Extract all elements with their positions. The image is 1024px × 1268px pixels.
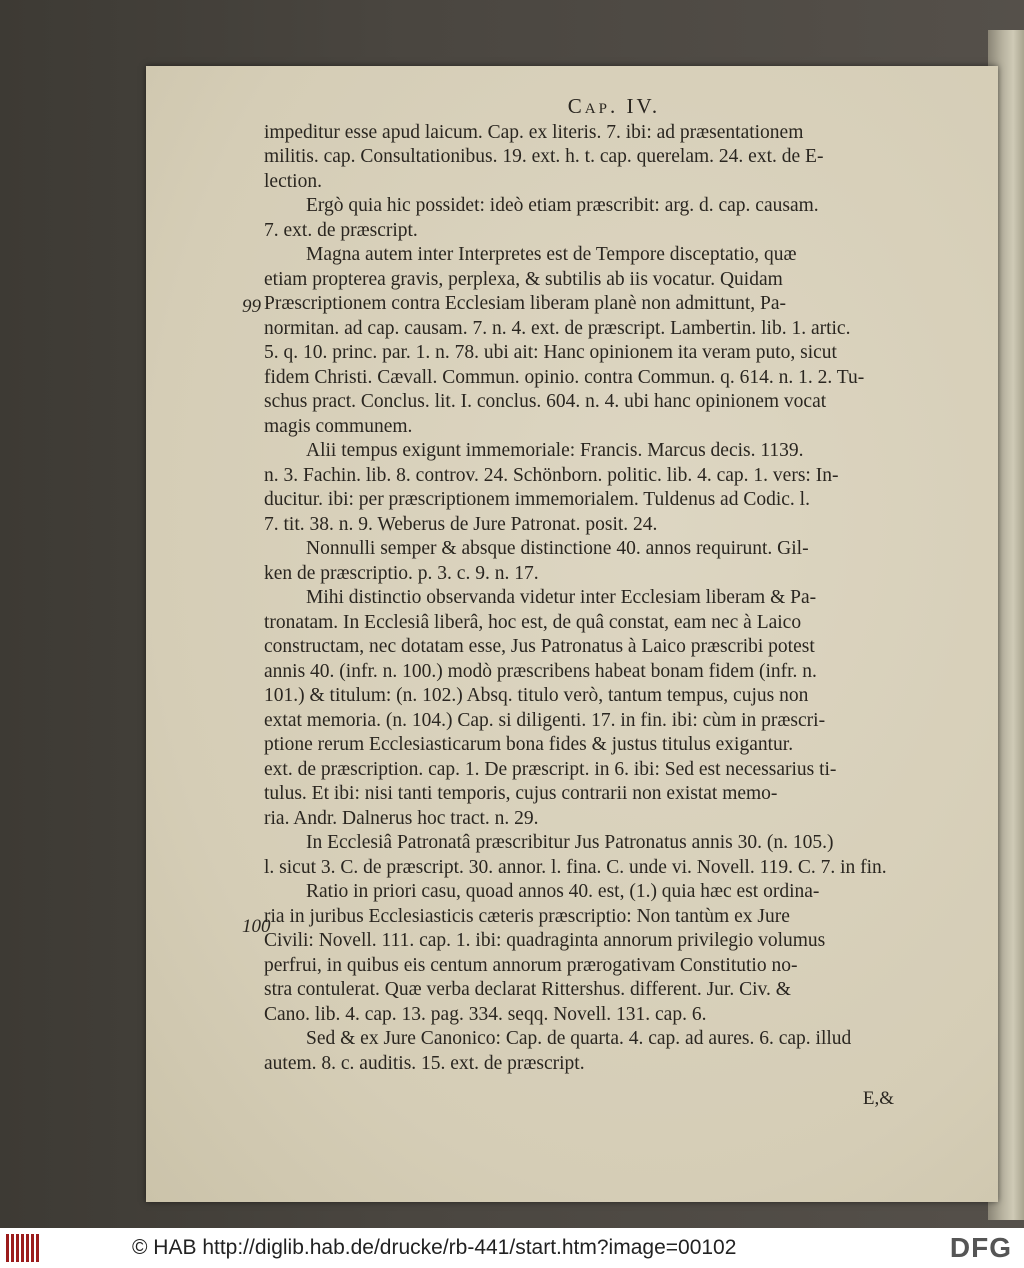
text-line: stra contulerat. Quæ verba declarat Rittershus. different. Jur. Civ. & [264,979,791,1000]
book-page [146,66,998,1202]
text-line: Ratio in priori casu, quoad annos 40. est, (1.) quia hæc est ordina- [306,881,820,902]
copyright-link[interactable]: © HAB http://diglib.hab.de/drucke/rb-441/start.htm?image=00102 [132,1236,737,1259]
text-line: annis 40. (infr. n. 100.) modò præscribens habeat bonam fidem (infr. n. [264,660,817,682]
text-line: In Ecclesiâ Patronatâ præscribitur Jus Patronatus annis 30. (n. 105.) [306,832,834,853]
text-line: etiam propterea gravis, perplexa, & subtilis ab iis vocatur. Quidam [264,268,783,290]
text-line: Magna autem inter Interpretes est de Tempore disceptatio, quæ [306,244,797,265]
margin-number-99: 99 [242,296,261,317]
dfg-logo: DFG [949,1232,1012,1263]
text-line: 101.) & titulum: (n. 102.) Absq. titulo verò, tantum tempus, cujus non [264,685,809,706]
catchword: E,& [862,1088,894,1109]
text-line: Cano. lib. 4. cap. 13. pag. 334. seqq. Novell. 131. cap. 6. [264,1003,707,1025]
text-line: ducitur. ibi: per præscriptionem immemorialem. Tuldenus ad Codic. l. [264,489,810,510]
text-line: Ergò quia hic possidet: ideò etiam præscribit: arg. d. cap. causam. [306,195,819,216]
text-line: Sed & ex Jure Canonico: Cap. de quarta. 4. cap. ad aures. 6. cap. illud [306,1028,852,1049]
text-line: ria. Andr. Dalnerus hoc tract. n. 29. [264,807,539,829]
text-line: l. sicut 3. C. de præscript. 30. annor. l. fina. C. unde vi. Novell. 119. C. 7. in fin. [264,856,887,878]
text-line: ptione rerum Ecclesiasticarum bona fides & justus titulus exigantur. [264,734,794,755]
text-line: n. 3. Fachin. lib. 8. controv. 24. Schönborn. politic. lib. 4. cap. 1. vers: In- [264,464,839,486]
text-line: 7. ext. de præscript. [264,219,418,241]
text-line: fidem Christi. Cævall. Commun. opinio. contra Commun. q. 614. n. 1. 2. Tu- [264,366,865,388]
text-line: ken de præscriptio. p. 3. c. 9. n. 17. [264,562,539,584]
text-line: Nonnulli semper & absque distinctione 40. annos requirunt. Gil- [306,538,809,559]
text-line: autem. 8. c. auditis. 15. ext. de præscript. [264,1052,585,1074]
text-line: Alii tempus exigunt immemoriale: Francis. Marcus decis. 1139. [306,440,804,461]
text-lines [264,121,904,1077]
hab-logo-icon [6,1234,40,1262]
margin-number-100: 100 [242,916,271,937]
text-line: ext. de præscription. cap. 1. De præscript. in 6. ibi: Sed est necessarius ti- [264,758,837,780]
text-line: 5. q. 10. princ. par. 1. n. 78. ubi ait: Hanc opinionem ita veram puto, sicut [264,342,837,363]
text-line: militis. cap. Consultationibus. 19. ext. h. t. cap. querelam. 24. ext. de E- [264,146,824,167]
text-line: Præscriptionem contra Ecclesiam liberam planè non admittunt, Pa- [264,293,787,314]
text-line: constructam, nec dotatam esse, Jus Patronatus à Laico præscribi potest [264,636,815,657]
text-line: magis communem. [264,415,413,437]
text-line: impeditur esse apud laicum. Cap. ex literis. 7. ibi: ad præsentationem [264,121,804,143]
text-line: ria in juribus Ecclesiasticis cæteris præscriptio: Non tantùm ex Jure [264,905,790,927]
text-line: perfrui, in quibus eis centum annorum prærogativam Constitutio no- [264,954,798,976]
footer-bar [0,1228,1024,1268]
text-line: schus pract. Conclus. lit. I. conclus. 604. n. 4. ubi hanc opinionem vocat [264,391,827,412]
text-line: tronatam. In Ecclesiâ liberâ, hoc est, de quâ constat, eam nec à Laico [264,611,802,633]
text-line: tulus. Et ibi: nisi tanti temporis, cujus contrarii non existat memo- [264,783,778,804]
text-line: normitan. ad cap. causam. 7. n. 4. ext. de præscript. Lambertin. lib. 1. artic. [264,317,851,339]
text-line: Mihi distinctio observanda videtur inter Ecclesiam liberam & Pa- [306,587,817,608]
text-line: extat memoria. (n. 104.) Cap. si diligenti. 17. in fin. ibi: cùm in præscri- [264,709,826,731]
page-header: Cap. IV. [567,94,661,118]
text-line: Civili: Novell. 111. cap. 1. ibi: quadraginta annorum privilegio volumus [264,930,826,951]
page-text [264,94,904,1076]
text-line: 7. tit. 38. n. 9. Weberus de Jure Patronat. posit. 24. [264,513,658,535]
text-line: lection. [264,170,322,192]
